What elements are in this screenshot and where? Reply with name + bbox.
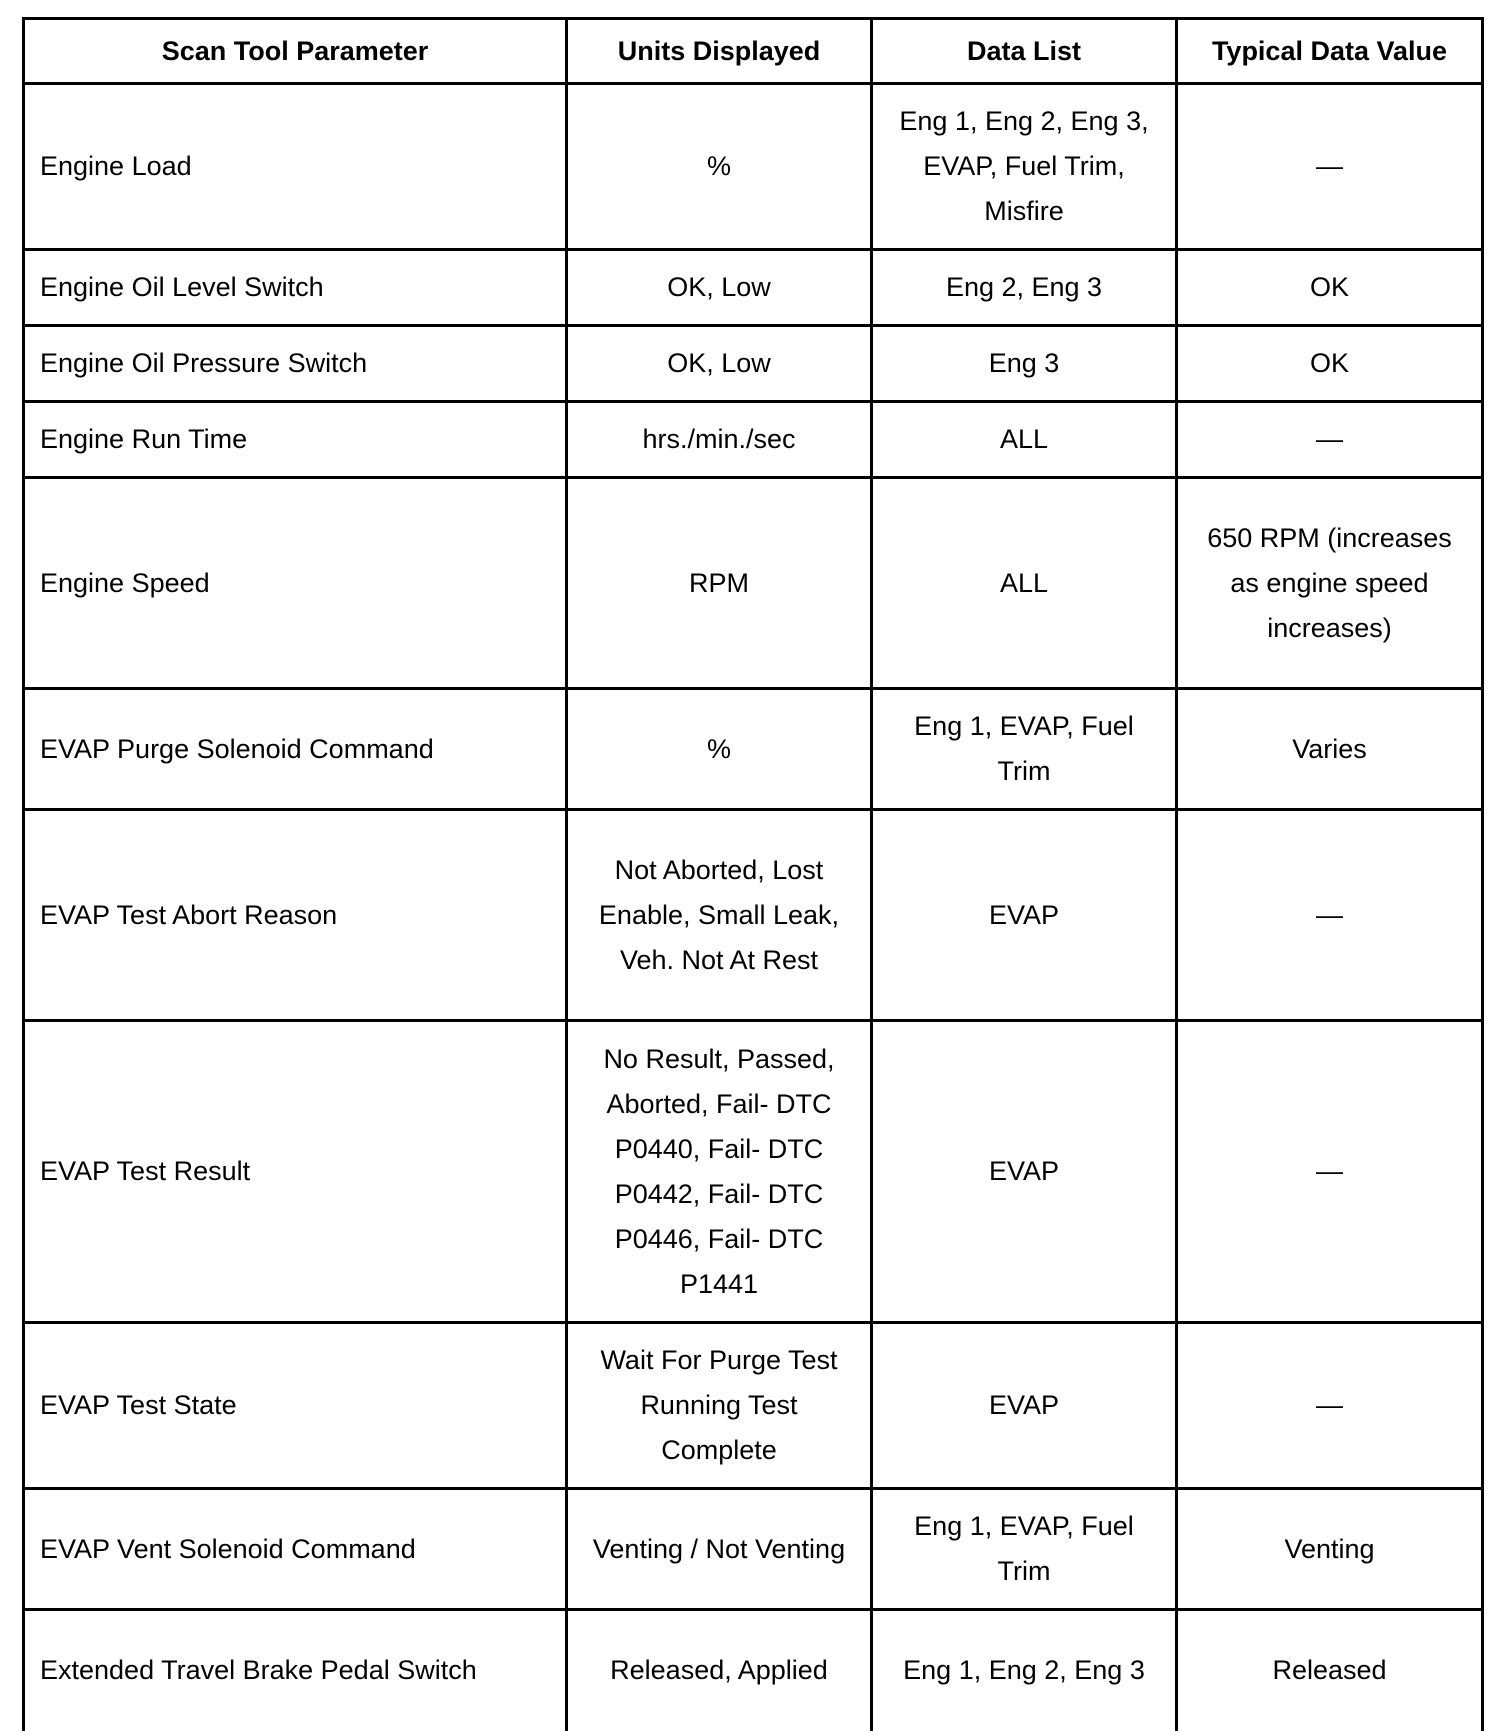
header-data-list: Data List [872, 19, 1177, 84]
data-list-cell: ALL [872, 478, 1177, 689]
data-list-cell: Eng 2, Eng 3 [872, 250, 1177, 326]
data-list-cell: ALL [872, 402, 1177, 478]
data-list-cell: Eng 1, EVAP, Fuel Trim [872, 689, 1177, 810]
units-cell: RPM [567, 478, 872, 689]
param-cell: EVAP Test Result [24, 1021, 567, 1323]
param-cell: EVAP Purge Solenoid Command [24, 689, 567, 810]
table-header-row [24, 19, 1483, 84]
units-cell: % [567, 689, 872, 810]
table-row [24, 689, 1483, 810]
typical-value-cell: OK [1177, 326, 1483, 402]
table-row [24, 1021, 1483, 1323]
typical-value-cell: Venting [1177, 1489, 1483, 1610]
typical-value-cell: OK [1177, 250, 1483, 326]
data-list-cell: EVAP [872, 1323, 1177, 1489]
table-row [24, 478, 1483, 689]
table-row [24, 1610, 1483, 1731]
table-row [24, 326, 1483, 402]
param-cell: EVAP Test Abort Reason [24, 810, 567, 1021]
param-cell: Extended Travel Brake Pedal Switch [24, 1610, 567, 1731]
param-cell: Engine Load [24, 84, 567, 250]
data-list-cell: Eng 1, Eng 2, Eng 3, EVAP, Fuel Trim, Misfire [872, 84, 1177, 250]
param-cell: Engine Speed [24, 478, 567, 689]
table-row [24, 402, 1483, 478]
typical-value-cell: — [1177, 810, 1483, 1021]
header-units-displayed: Units Displayed [567, 19, 872, 84]
table-row [24, 1489, 1483, 1610]
data-list-cell: Eng 1, Eng 2, Eng 3 [872, 1610, 1177, 1731]
units-cell: Wait For Purge Test Running Test Complete [567, 1323, 872, 1489]
units-cell: OK, Low [567, 326, 872, 402]
table-row [24, 84, 1483, 250]
scan-tool-parameter-table [22, 17, 1484, 1731]
data-list-cell: EVAP [872, 1021, 1177, 1323]
units-cell: Venting / Not Venting [567, 1489, 872, 1610]
typical-value-cell: — [1177, 1323, 1483, 1489]
units-cell: hrs./min./sec [567, 402, 872, 478]
units-cell: OK, Low [567, 250, 872, 326]
typical-value-cell: — [1177, 84, 1483, 250]
param-cell: Engine Oil Level Switch [24, 250, 567, 326]
units-cell: Released, Applied [567, 1610, 872, 1731]
data-list-cell: Eng 3 [872, 326, 1177, 402]
header-scan-tool-parameter: Scan Tool Parameter [24, 19, 567, 84]
units-cell: % [567, 84, 872, 250]
param-cell: Engine Run Time [24, 402, 567, 478]
typical-value-cell: — [1177, 1021, 1483, 1323]
param-cell: Engine Oil Pressure Switch [24, 326, 567, 402]
data-list-cell: EVAP [872, 810, 1177, 1021]
units-cell: No Result, Passed, Aborted, Fail- DTC P0440, Fail- DTC P0442, Fail- DTC P0446, Fail- DTC P1441 [567, 1021, 872, 1323]
typical-value-cell: 650 RPM (increases as engine speed increases) [1177, 478, 1483, 689]
typical-value-cell: — [1177, 402, 1483, 478]
param-cell: EVAP Test State [24, 1323, 567, 1489]
table-row [24, 810, 1483, 1021]
data-list-cell: Eng 1, EVAP, Fuel Trim [872, 1489, 1177, 1610]
units-cell: Not Aborted, Lost Enable, Small Leak, Veh. Not At Rest [567, 810, 872, 1021]
table-row [24, 250, 1483, 326]
table-row [24, 1323, 1483, 1489]
header-typical-data-value: Typical Data Value [1177, 19, 1483, 84]
param-cell: EVAP Vent Solenoid Command [24, 1489, 567, 1610]
typical-value-cell: Released [1177, 1610, 1483, 1731]
typical-value-cell: Varies [1177, 689, 1483, 810]
